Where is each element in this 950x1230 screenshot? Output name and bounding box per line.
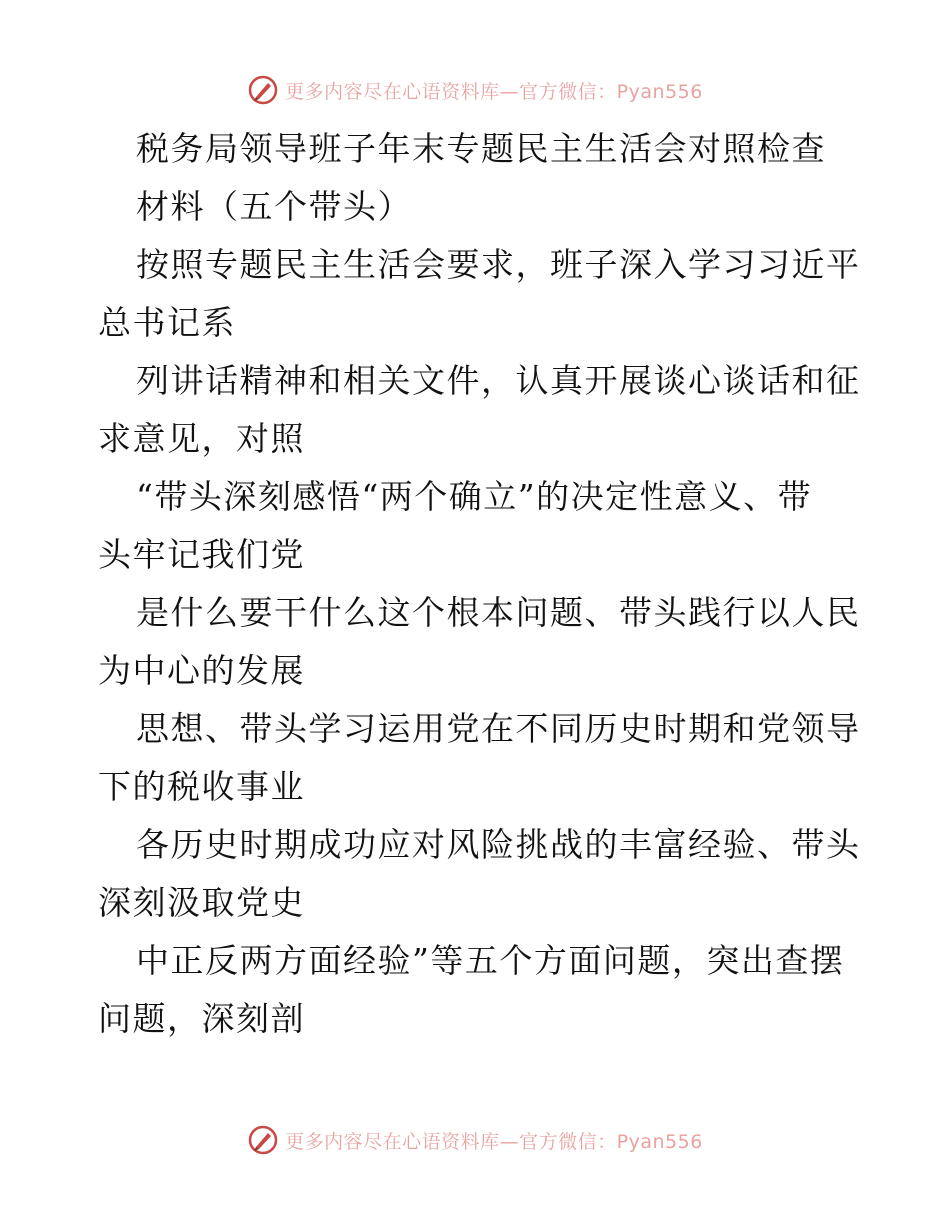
paragraph-line: 按照专题民主生活会要求，班子深入学习习近平 — [136, 245, 861, 284]
paragraph-line: 为中心的发展 — [98, 651, 305, 690]
paragraph-line: 头牢记我们党 — [98, 535, 305, 574]
pen-logo-icon — [247, 74, 279, 106]
paragraph-line: 各历史时期成功应对风险挑战的丰富经验、带头 — [136, 825, 861, 864]
paragraph-line: 求意见，对照 — [98, 419, 305, 458]
paragraph-line: 中正反两方面经验”等五个方面问题，突出查摆 — [136, 941, 845, 980]
pen-logo-icon — [247, 1124, 279, 1156]
paragraph-line: 总书记系 — [98, 303, 236, 342]
document-title-line-2: 材料（五个带头） — [136, 187, 412, 226]
watermark-footer — [0, 1120, 950, 1160]
document-title-line-1: 税务局领导班子年末专题民主生活会对照检查 — [136, 129, 826, 168]
paragraph-line: 问题，深刻剖 — [98, 999, 305, 1038]
paragraph-line: 深刻汲取党史 — [98, 883, 305, 922]
paragraph-line: 思想、带头学习运用党在不同历史时期和党领导 — [136, 709, 861, 748]
paragraph-line: 列讲话精神和相关文件，认真开展谈心谈话和征 — [136, 361, 861, 400]
paragraph-line: 是什么要干什么这个根本问题、带头践行以人民 — [136, 593, 861, 632]
watermark-text: 更多内容尽在心语资料库—官方微信：Pyan556 — [285, 80, 703, 103]
watermark-header — [0, 70, 950, 110]
document-body — [98, 120, 861, 1048]
paragraph-line: 下的税收事业 — [98, 767, 305, 806]
watermark-text: 更多内容尽在心语资料库—官方微信：Pyan556 — [285, 1130, 703, 1153]
paragraph-line: “带头深刻感悟“两个确立”的决定性意义、带 — [136, 477, 813, 516]
